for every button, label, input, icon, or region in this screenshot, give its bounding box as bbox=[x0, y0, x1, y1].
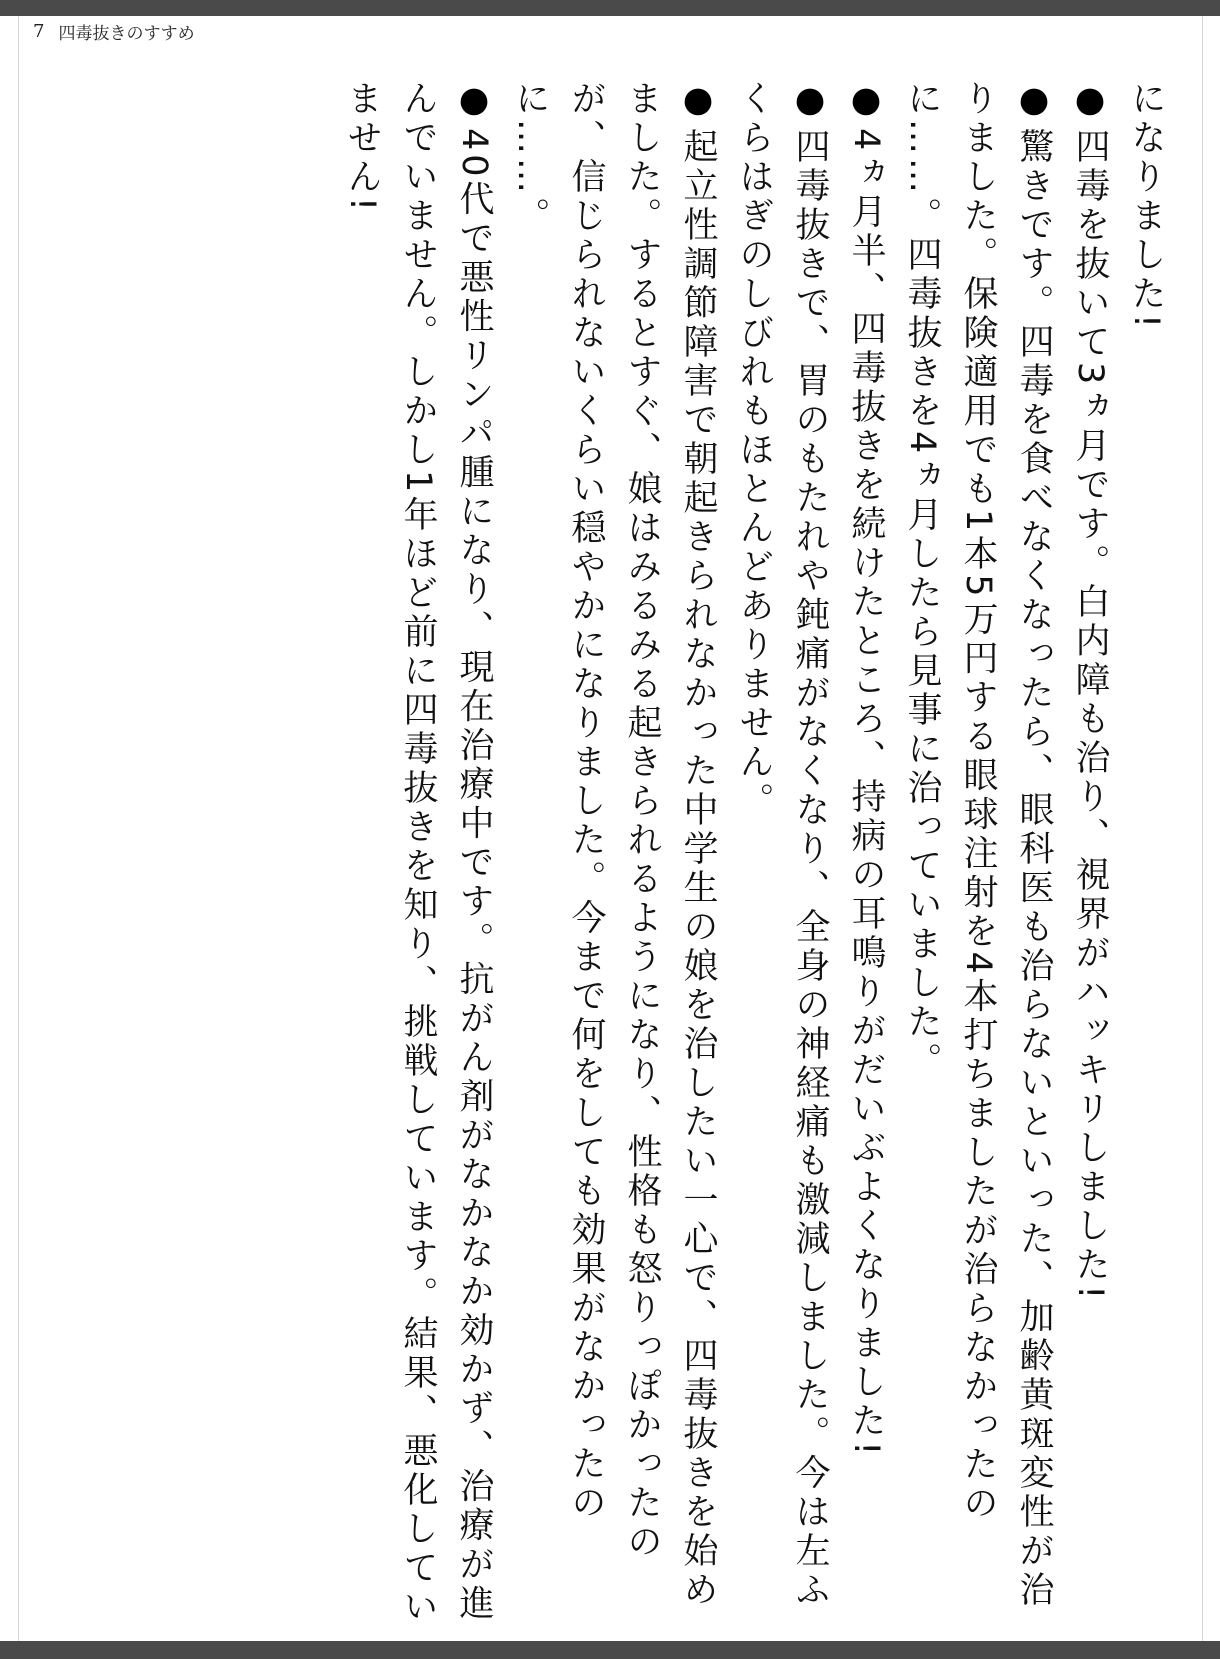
testimonial-item bbox=[894, 80, 1062, 1635]
document-page bbox=[18, 16, 1203, 1641]
page-number: 7 bbox=[33, 20, 45, 42]
testimonial-text: 40代で悪性リンパ腫になり、現在治療中です。抗がん剤がなかなか効かず、治療が進んでいません。しかし1年ほど前に四毒抜きを知り、挑戦しています。結果、悪化していません! bbox=[342, 80, 494, 1628]
bullet-icon: ● bbox=[790, 80, 830, 124]
vertical-body-text bbox=[64, 80, 1174, 1635]
bullet-icon: ● bbox=[1070, 80, 1110, 124]
testimonial-item bbox=[1062, 80, 1118, 1635]
running-head bbox=[33, 16, 195, 46]
testimonial-item bbox=[838, 80, 894, 1635]
bullet-icon: ● bbox=[846, 80, 886, 124]
bottom-window-bar bbox=[0, 1641, 1220, 1659]
continued-paragraph bbox=[1118, 80, 1174, 1635]
testimonial-text: 驚きです。四毒を食べなくなったら、眼科医も治らないといった、加齢黄斑変性が治りました。保険適用でも1本5万円する眼球注射を4本打ちましたが治らなかったのに……。四毒抜きを4ヵ月したら見事に治っていました。 bbox=[902, 80, 1054, 1610]
testimonial-item bbox=[502, 80, 726, 1635]
testimonial-text: 四毒を抜いて3ヵ月です。白内障も治り、視界がハッキリしました! bbox=[1070, 128, 1110, 1304]
testimonial-item bbox=[726, 80, 838, 1635]
paragraph-text: になりました! bbox=[1126, 80, 1166, 333]
running-title: 四毒抜きのすすめ bbox=[58, 23, 195, 44]
testimonial-text: 起立性調節障害で朝起きられなかった中学生の娘を治したい一心で、四毒抜きを始めました。するとすぐ、娘はみるみる起きられるようになり、性格も怒りっぽかったのが、信じられないくらい穏やかになりました。今まで何をしても効果がなかったのに……。 bbox=[510, 80, 718, 1610]
bullet-icon: ● bbox=[454, 80, 494, 124]
testimonial-item bbox=[334, 80, 502, 1635]
testimonial-text: 四毒抜きで、胃のもたれや鈍痛がなくなり、全身の神経痛も激減しました。今は左ふくらはぎのしびれもほとんどありません。 bbox=[734, 80, 830, 1610]
top-window-bar bbox=[0, 0, 1220, 16]
testimonial-text: 4ヵ月半、四毒抜きを続けたところ、持病の耳鳴りがだいぶよくなりました! bbox=[846, 128, 886, 1460]
bullet-icon: ● bbox=[678, 80, 718, 124]
bullet-icon: ● bbox=[1014, 80, 1054, 124]
